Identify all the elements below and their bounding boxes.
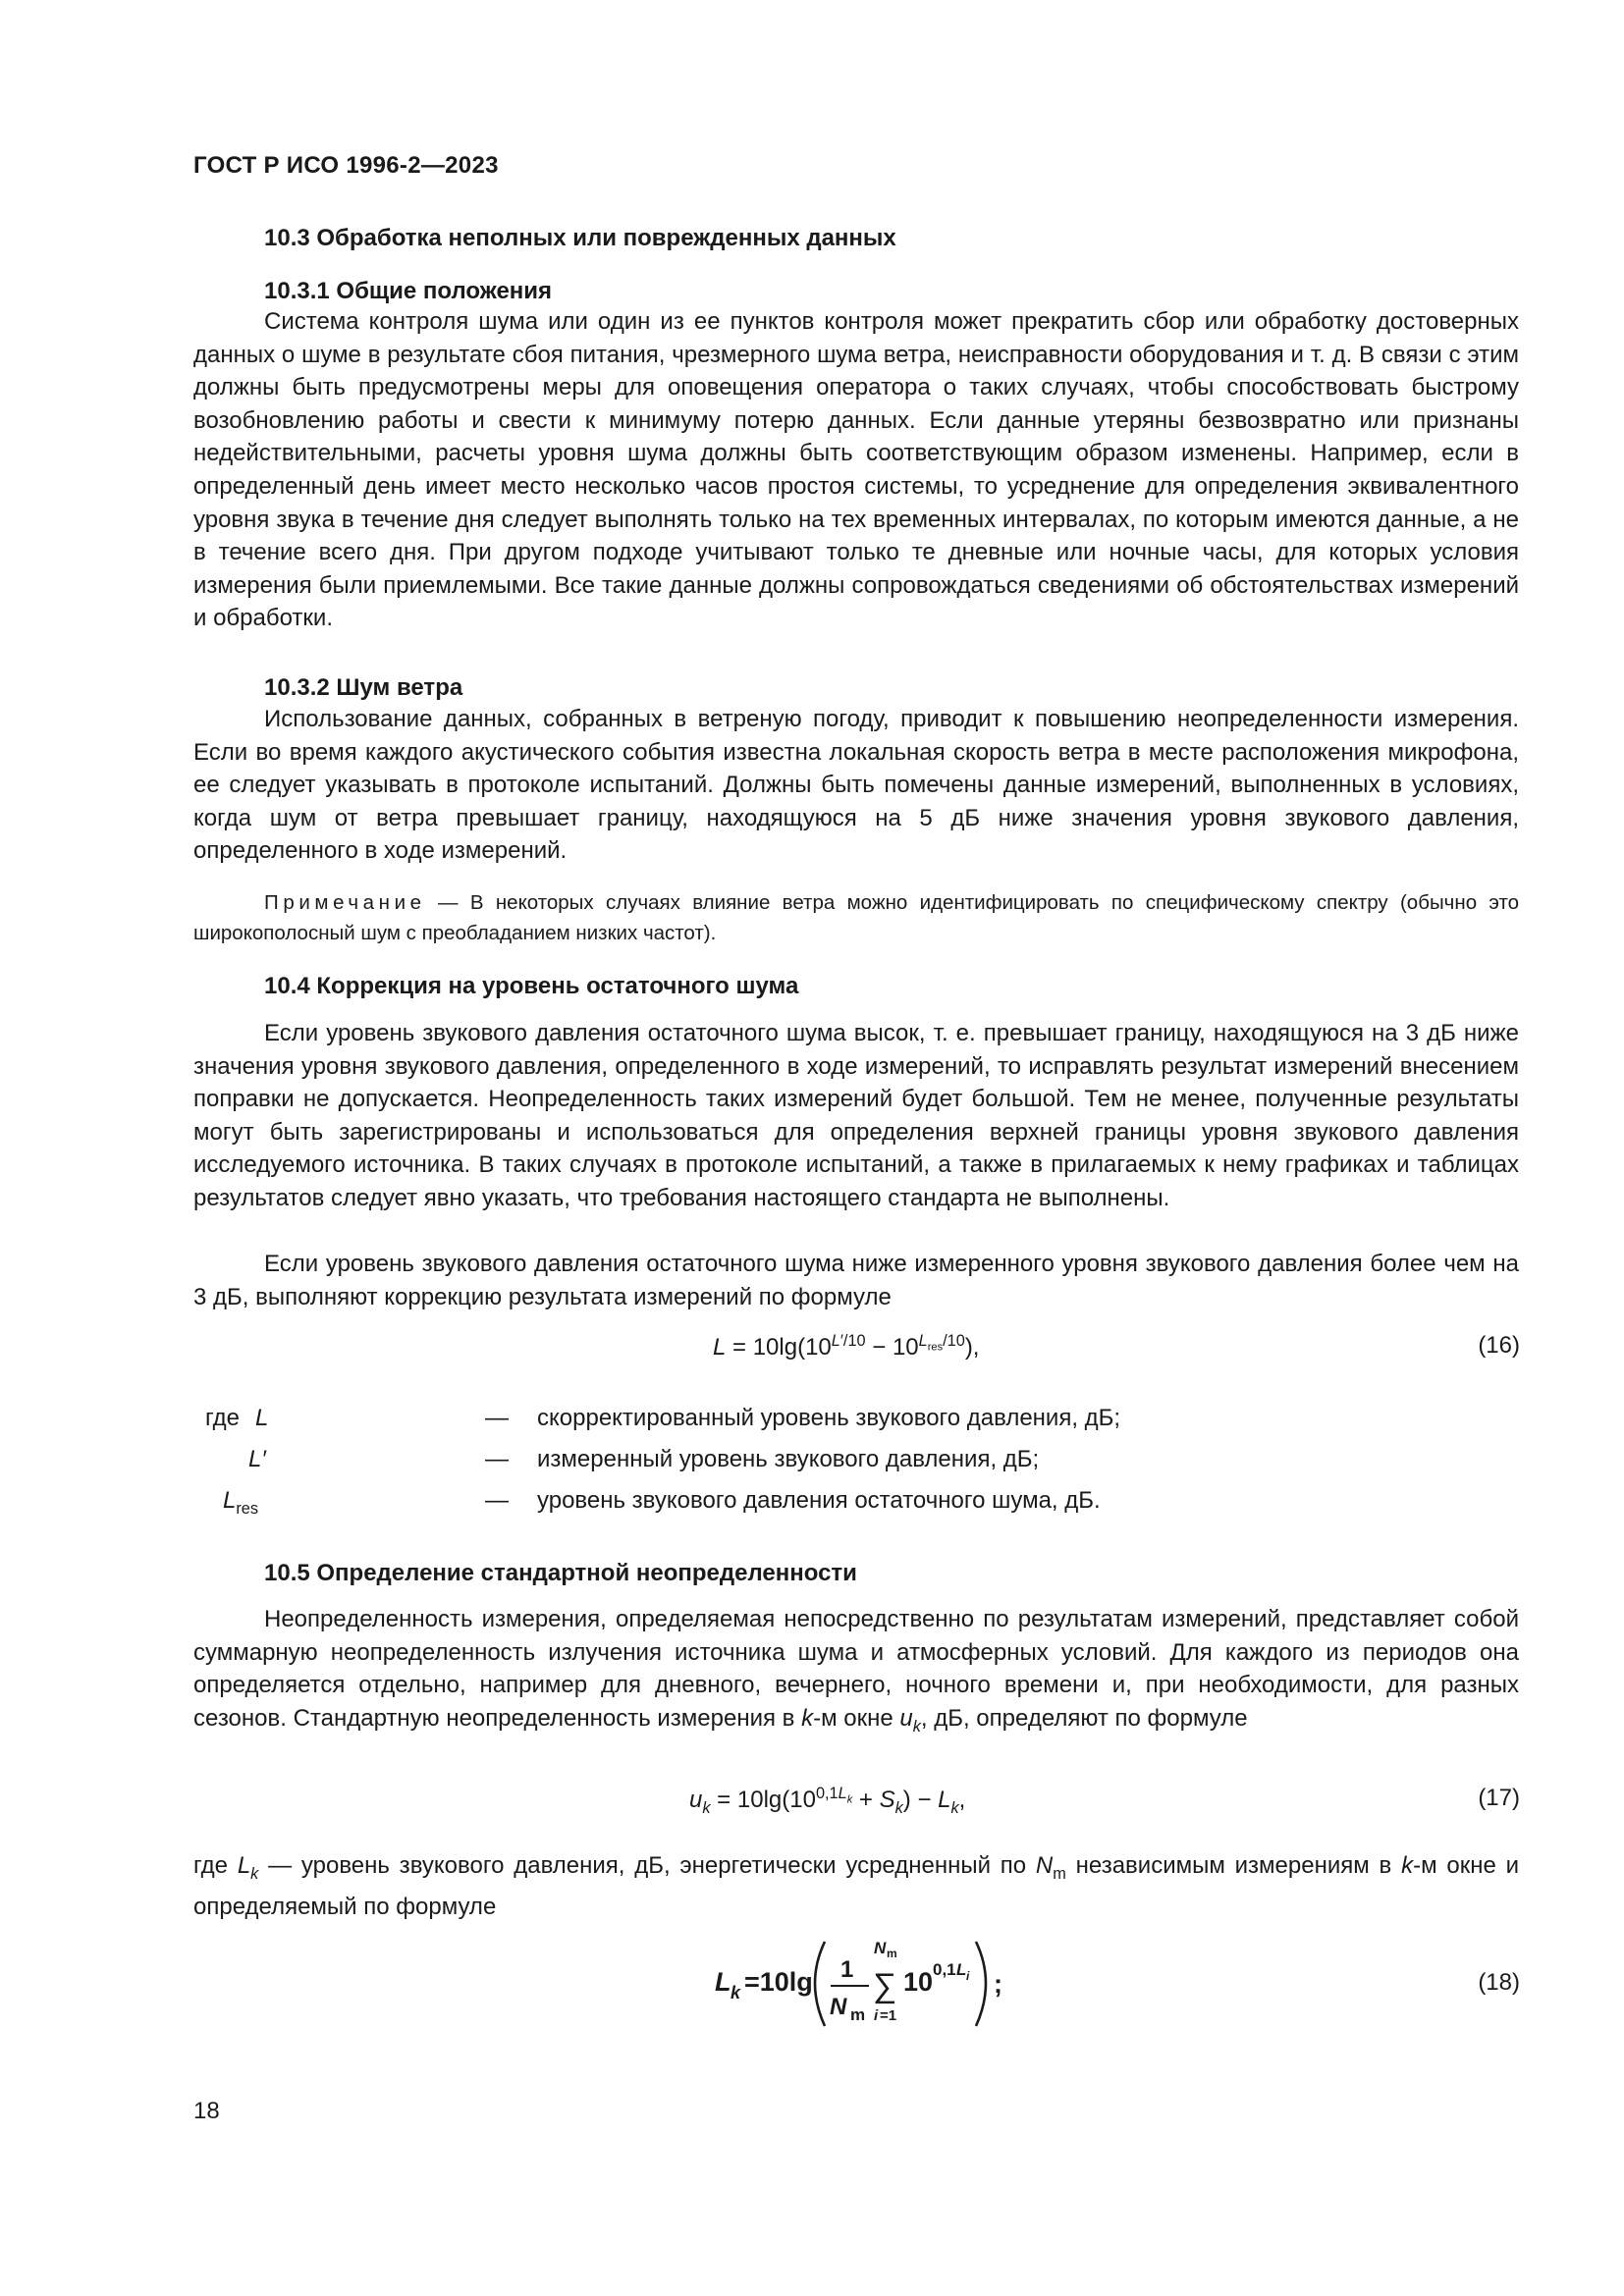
where-row-3 xyxy=(193,1487,1101,1521)
section-10-4-text-2: Если уровень звукового давления остаточного шума ниже измеренного уровня звукового давления более чем на 3 дБ, выполняют коррекцию результата измерений по формуле xyxy=(193,1251,1519,1310)
svg-text:k: k xyxy=(731,1983,741,2002)
section-10-4-text-1: Если уровень звукового давления остаточного шума высок, т. е. превышает границу, находящуюся на 3 дБ ниже значения уровня звукового давления, определенного в ходе измерений, то исправлять результат измерений внесением поправки не допускается. Неопределенность таких измерений будет большой. Тем не менее, полученные результаты могут быть зарегистрированы и использоваться для определения верхней границы уровня звукового давления исследуемого источника. В таких случаях в протоколе испытаний, а также в прилагаемых к нему графиках и таблицах результатов следует явно указать, что требования настоящего стандарта не выполнены. xyxy=(193,1020,1519,1211)
where-symbol-1: L xyxy=(255,1405,269,1431)
section-10-3-1-text: Система контроля шума или один из ее пунктов контроля может прекратить сбор или обработку достоверных данных о шуме в результате сбоя питания, чрезмерного шума ветра, неисправности оборудования и т. д. В связи с этим должны быть предусмотрены меры для оповещения оператора о таких случаях, чтобы способствовать быстрому возобновлению работы и свести к минимуму потерю данных. Если данные утеряны безвозвратно или признаны недействительными, расчеты уровня шума должны быть соответствующим образом изменены. Например, если в определенный день имеет место несколько часов простоя системы, то усреднение для определения эквивалентного уровня звука в течение дня следует выполнять только на тех временных интервалах, по которым имеются данные, а не в течение всего дня. При другом подходе учитывают только те дневные или ночные часы, для которых условия измерения были приемлемыми. Все такие данные должны сопровождаться сведениями об обстоятельствах измерений и обработки. xyxy=(193,308,1519,632)
svg-text:;: ; xyxy=(994,1969,1002,1999)
where-dash-2: — xyxy=(485,1446,509,1472)
section-10-4-heading: 10.4 Коррекция на уровень остаточного шума xyxy=(264,973,799,999)
svg-text:∑: ∑ xyxy=(873,1967,897,2004)
section-10-3-2-text: Использование данных, собранных в ветреную погоду, приводит к повышению неопределенности измерения. Если во время каждого акустического события известна локальная скорость ветра в месте расположения микрофона, ее следует указывать в протоколе испытаний. Должны быть помечены данные измерений, выполненных в условиях, когда шум от ветра превышает границу, находящуюся на 5 дБ ниже значения уровня звукового давления, определенного в ходе измерений. xyxy=(193,706,1519,865)
formula-18-intro: где $L_k$ — уровень звукового давления, дБ, энергетически усредненный по $N_m$ независимым измерениям в k-м окне и определяемый по формуле xyxy=(193,1852,1519,1921)
section-10-3-1-heading: 10.3.1 Общие положения xyxy=(264,278,553,304)
svg-text:L: L xyxy=(715,1967,731,1997)
section-10-3-2-heading: 10.3.2 Шум ветра xyxy=(264,674,463,701)
svg-text:i: i xyxy=(966,1969,970,1983)
formula-17: $u_k = 10\lg(10^{0,1L_k} + S_k) - L_k$, xyxy=(689,1785,966,1817)
where-dash-3: — xyxy=(485,1487,509,1514)
formula-16-number: (16) xyxy=(1478,1332,1520,1359)
svg-text:L: L xyxy=(956,1960,967,1979)
svg-text:0,1: 0,1 xyxy=(933,1960,956,1979)
svg-text:i: i xyxy=(874,2007,879,2024)
svg-text:=10lg: =10lg xyxy=(744,1967,813,1997)
where-desc-2: измеренный уровень звукового давления, дБ; xyxy=(537,1446,1040,1472)
formula-17-number: (17) xyxy=(1478,1785,1520,1811)
where-symbol-3: $L_{res}$ xyxy=(223,1487,259,1518)
where-desc-3: уровень звукового давления остаточного шума, дБ. xyxy=(537,1487,1101,1514)
section-10-3-heading: 10.3 Обработка неполных или поврежденных данных xyxy=(264,225,896,251)
where-row-2 xyxy=(193,1446,1077,1479)
where-desc-1: скорректированный уровень звукового давления, дБ; xyxy=(537,1405,1121,1431)
svg-text:m: m xyxy=(887,1947,897,1960)
svg-text:=1: =1 xyxy=(880,2007,897,2024)
svg-text:N: N xyxy=(830,1994,847,2020)
section-10-5-heading: 10.5 Определение стандартной неопределенности xyxy=(264,1560,857,1586)
formula-18 xyxy=(707,1932,1021,2034)
where-symbol-2: L′ xyxy=(248,1446,266,1472)
note-text: — В некоторых случаях влияние ветра можно идентифицировать по специфическому спектру (обычно это широкополосный шум с преобладанием низких частот). xyxy=(193,891,1519,944)
where-row-1 xyxy=(193,1405,1121,1438)
svg-text:m: m xyxy=(850,2005,866,2024)
note-label: Примечание xyxy=(264,891,426,914)
svg-text:1: 1 xyxy=(840,1956,854,1983)
svg-text:N: N xyxy=(874,1939,887,1957)
formula-18-number: (18) xyxy=(1478,1969,1520,1996)
document-code: ГОСТ Р ИСО 1996-2—2023 xyxy=(193,152,499,179)
page-number: 18 xyxy=(193,2098,220,2124)
where-dash-1: — xyxy=(485,1405,509,1431)
section-10-5-text-1: Неопределенность измерения, определяемая непосредственно по результатам измерений, представляет собой суммарную неопределенность излучения источника шума и атмосферных условий. Для каждого из периодов она определяется отдельно, например для дневного, вечернего, ночного времени и, при необходимости, для разных сезонов. Стандартную неопределенность измерения в k-м окне $u_k$, дБ, определяют по формуле xyxy=(193,1606,1519,1735)
where-prefix: где xyxy=(205,1405,241,1431)
formula-16: $L = 10\lg(10^{L'/10} - 10^{L_{res}/10})$, xyxy=(713,1332,980,1361)
note xyxy=(193,887,1519,948)
svg-text:10: 10 xyxy=(903,1967,934,1997)
